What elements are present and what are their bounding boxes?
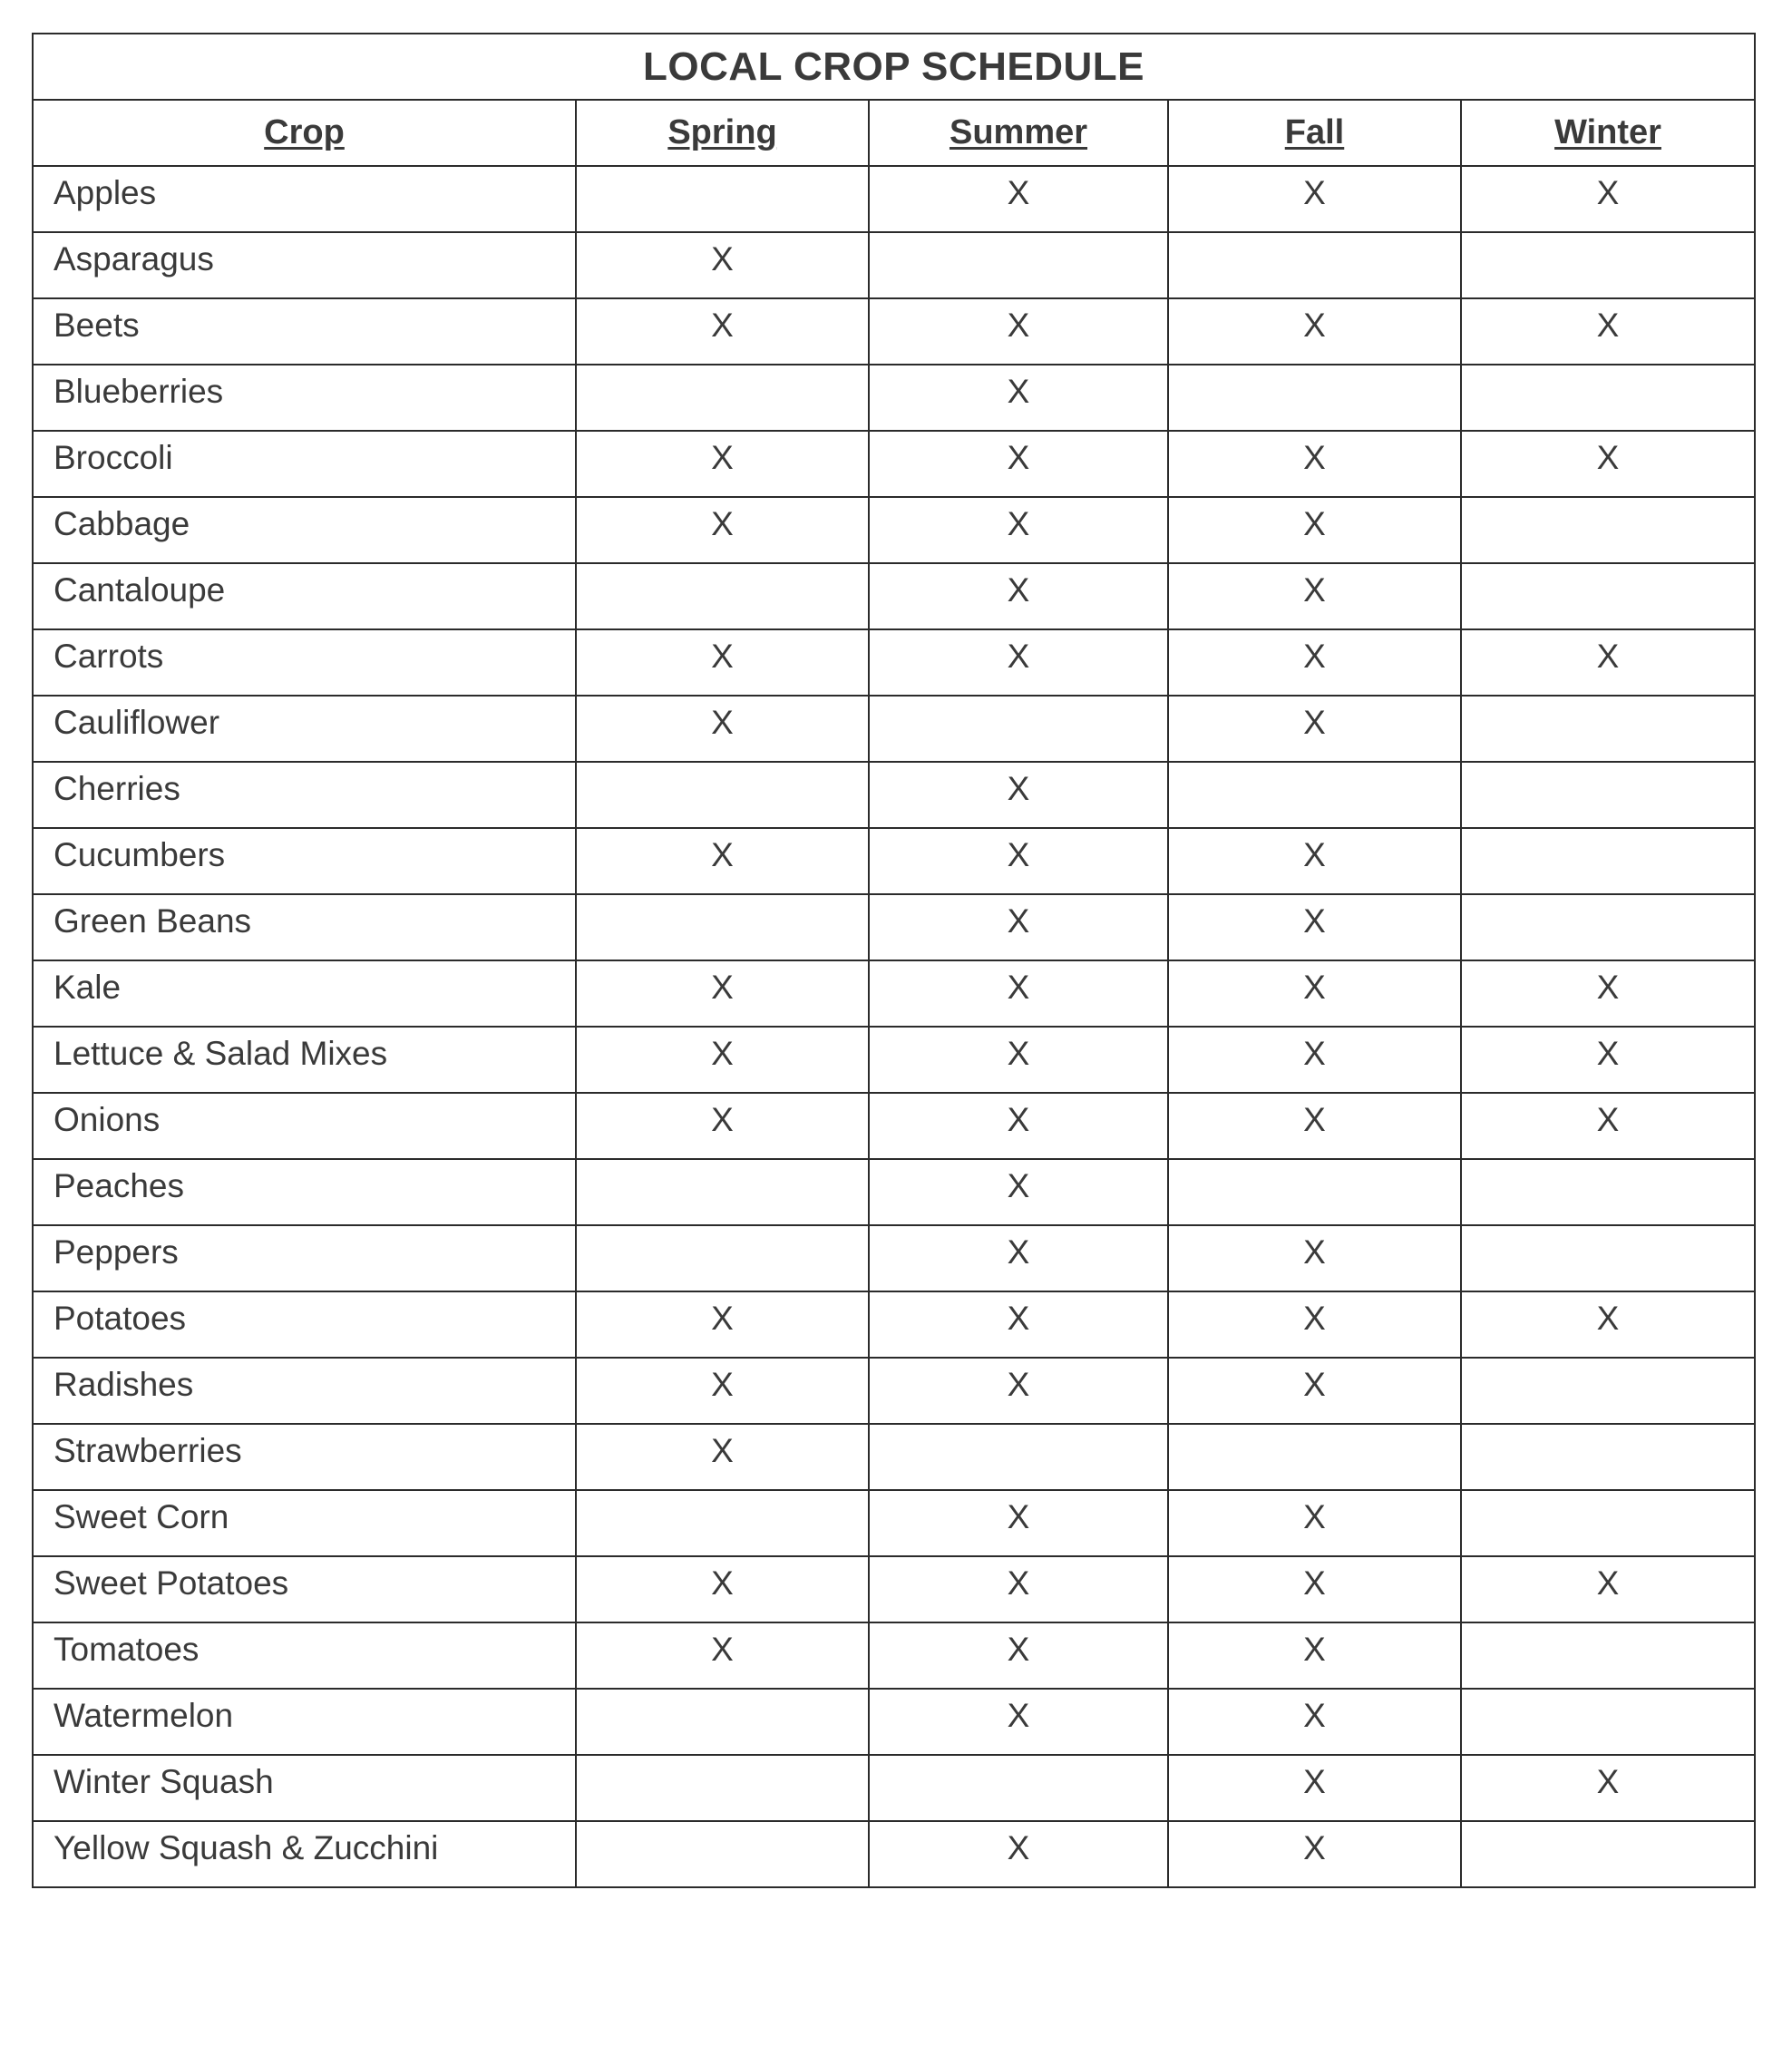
spring-cell: X (576, 960, 869, 1027)
summer-cell: X (869, 497, 1168, 563)
table-row (33, 1159, 1755, 1225)
crop-name-cell: Sweet Corn (33, 1490, 576, 1556)
table-row (33, 1424, 1755, 1490)
crop-name-cell: Broccoli (33, 431, 576, 497)
fall-cell: X (1168, 1358, 1461, 1424)
fall-cell (1168, 1159, 1461, 1225)
summer-cell: X (869, 1093, 1168, 1159)
winter-cell: X (1461, 629, 1755, 696)
table-row (33, 960, 1755, 1027)
spring-cell: X (576, 1093, 869, 1159)
fall-cell: X (1168, 960, 1461, 1027)
table-row (33, 762, 1755, 828)
summer-cell: X (869, 1358, 1168, 1424)
summer-cell: X (869, 1821, 1168, 1887)
crop-name-cell: Strawberries (33, 1424, 576, 1490)
spring-cell (576, 563, 869, 629)
winter-cell: X (1461, 431, 1755, 497)
summer-cell (869, 232, 1168, 298)
winter-cell (1461, 1622, 1755, 1689)
summer-cell (869, 1424, 1168, 1490)
crop-name-cell: Watermelon (33, 1689, 576, 1755)
summer-cell (869, 696, 1168, 762)
table-row (33, 298, 1755, 365)
winter-cell (1461, 497, 1755, 563)
crop-name-cell: Cauliflower (33, 696, 576, 762)
summer-cell (869, 1755, 1168, 1821)
winter-cell: X (1461, 1027, 1755, 1093)
winter-cell: X (1461, 1556, 1755, 1622)
crop-name-cell: Cherries (33, 762, 576, 828)
crop-name-cell: Apples (33, 166, 576, 232)
fall-cell: X (1168, 1291, 1461, 1358)
table-row (33, 563, 1755, 629)
table-row (33, 629, 1755, 696)
summer-cell: X (869, 1490, 1168, 1556)
crop-name-cell: Blueberries (33, 365, 576, 431)
fall-cell: X (1168, 1689, 1461, 1755)
crop-name-cell: Beets (33, 298, 576, 365)
fall-cell: X (1168, 497, 1461, 563)
summer-cell: X (869, 298, 1168, 365)
winter-cell (1461, 1225, 1755, 1291)
crop-name-cell: Winter Squash (33, 1755, 576, 1821)
winter-cell (1461, 696, 1755, 762)
table-title: LOCAL CROP SCHEDULE (33, 34, 1755, 100)
winter-cell (1461, 563, 1755, 629)
fall-cell: X (1168, 894, 1461, 960)
spring-cell (576, 1225, 869, 1291)
summer-cell: X (869, 431, 1168, 497)
table-row (33, 1556, 1755, 1622)
summer-cell: X (869, 1556, 1168, 1622)
spring-cell (576, 762, 869, 828)
winter-cell (1461, 762, 1755, 828)
fall-cell (1168, 762, 1461, 828)
spring-cell (576, 1689, 869, 1755)
table-row (33, 696, 1755, 762)
table-row (33, 1358, 1755, 1424)
table-row (33, 1291, 1755, 1358)
winter-cell (1461, 1358, 1755, 1424)
fall-cell: X (1168, 1225, 1461, 1291)
crop-name-cell: Cantaloupe (33, 563, 576, 629)
winter-cell: X (1461, 1093, 1755, 1159)
fall-cell: X (1168, 431, 1461, 497)
winter-cell (1461, 828, 1755, 894)
fall-cell: X (1168, 1821, 1461, 1887)
spring-cell (576, 365, 869, 431)
fall-cell: X (1168, 563, 1461, 629)
table-row (33, 166, 1755, 232)
spring-cell: X (576, 232, 869, 298)
crop-name-cell: Cucumbers (33, 828, 576, 894)
table-row (33, 828, 1755, 894)
spring-cell: X (576, 1556, 869, 1622)
crop-name-cell: Sweet Potatoes (33, 1556, 576, 1622)
winter-cell: X (1461, 960, 1755, 1027)
summer-cell: X (869, 828, 1168, 894)
crop-name-cell: Tomatoes (33, 1622, 576, 1689)
winter-cell (1461, 365, 1755, 431)
spring-cell: X (576, 1291, 869, 1358)
winter-cell (1461, 1424, 1755, 1490)
summer-cell: X (869, 629, 1168, 696)
winter-cell (1461, 232, 1755, 298)
summer-cell: X (869, 1159, 1168, 1225)
summer-cell: X (869, 1291, 1168, 1358)
fall-cell: X (1168, 1622, 1461, 1689)
spring-cell (576, 894, 869, 960)
winter-cell (1461, 1490, 1755, 1556)
summer-cell: X (869, 1027, 1168, 1093)
crop-name-cell: Onions (33, 1093, 576, 1159)
table-row (33, 1225, 1755, 1291)
column-header-fall: Fall (1168, 100, 1461, 166)
crop-name-cell: Asparagus (33, 232, 576, 298)
spring-cell: X (576, 828, 869, 894)
summer-cell: X (869, 563, 1168, 629)
spring-cell: X (576, 1027, 869, 1093)
crop-name-cell: Kale (33, 960, 576, 1027)
table-row (33, 431, 1755, 497)
spring-cell: X (576, 1424, 869, 1490)
crop-name-cell: Peppers (33, 1225, 576, 1291)
fall-cell (1168, 365, 1461, 431)
crop-name-cell: Potatoes (33, 1291, 576, 1358)
crop-name-cell: Lettuce & Salad Mixes (33, 1027, 576, 1093)
header-row (33, 100, 1755, 166)
table-body (33, 166, 1755, 1887)
table-row (33, 1490, 1755, 1556)
table-row (33, 1622, 1755, 1689)
summer-cell: X (869, 1225, 1168, 1291)
table-row (33, 894, 1755, 960)
fall-cell: X (1168, 1755, 1461, 1821)
winter-cell (1461, 1689, 1755, 1755)
table-row (33, 1093, 1755, 1159)
spring-cell (576, 166, 869, 232)
crop-name-cell: Carrots (33, 629, 576, 696)
winter-cell: X (1461, 1755, 1755, 1821)
fall-cell: X (1168, 629, 1461, 696)
spring-cell: X (576, 1622, 869, 1689)
summer-cell: X (869, 1622, 1168, 1689)
column-header-winter: Winter (1461, 100, 1755, 166)
summer-cell: X (869, 960, 1168, 1027)
fall-cell: X (1168, 1556, 1461, 1622)
spring-cell (576, 1159, 869, 1225)
fall-cell (1168, 232, 1461, 298)
fall-cell: X (1168, 1027, 1461, 1093)
table-row (33, 1689, 1755, 1755)
spring-cell: X (576, 1358, 869, 1424)
winter-cell: X (1461, 166, 1755, 232)
fall-cell: X (1168, 298, 1461, 365)
table-row (33, 365, 1755, 431)
spring-cell: X (576, 431, 869, 497)
spring-cell: X (576, 629, 869, 696)
crop-name-cell: Radishes (33, 1358, 576, 1424)
spring-cell (576, 1755, 869, 1821)
spring-cell: X (576, 696, 869, 762)
column-header-spring: Spring (576, 100, 869, 166)
table-row (33, 1821, 1755, 1887)
winter-cell (1461, 894, 1755, 960)
winter-cell: X (1461, 1291, 1755, 1358)
fall-cell: X (1168, 166, 1461, 232)
table-row (33, 1755, 1755, 1821)
spring-cell (576, 1490, 869, 1556)
fall-cell (1168, 1424, 1461, 1490)
crop-name-cell: Cabbage (33, 497, 576, 563)
winter-cell: X (1461, 298, 1755, 365)
crop-schedule-table (32, 33, 1756, 1888)
fall-cell: X (1168, 696, 1461, 762)
summer-cell: X (869, 166, 1168, 232)
table-row (33, 232, 1755, 298)
crop-name-cell: Peaches (33, 1159, 576, 1225)
fall-cell: X (1168, 828, 1461, 894)
spring-cell: X (576, 298, 869, 365)
winter-cell (1461, 1821, 1755, 1887)
crop-name-cell: Green Beans (33, 894, 576, 960)
table-row (33, 497, 1755, 563)
spring-cell: X (576, 497, 869, 563)
column-header-crop: Crop (33, 100, 576, 166)
fall-cell: X (1168, 1093, 1461, 1159)
summer-cell: X (869, 1689, 1168, 1755)
table-row (33, 1027, 1755, 1093)
summer-cell: X (869, 365, 1168, 431)
summer-cell: X (869, 894, 1168, 960)
title-row (33, 34, 1755, 100)
column-header-summer: Summer (869, 100, 1168, 166)
crop-name-cell: Yellow Squash & Zucchini (33, 1821, 576, 1887)
winter-cell (1461, 1159, 1755, 1225)
summer-cell: X (869, 762, 1168, 828)
fall-cell: X (1168, 1490, 1461, 1556)
spring-cell (576, 1821, 869, 1887)
